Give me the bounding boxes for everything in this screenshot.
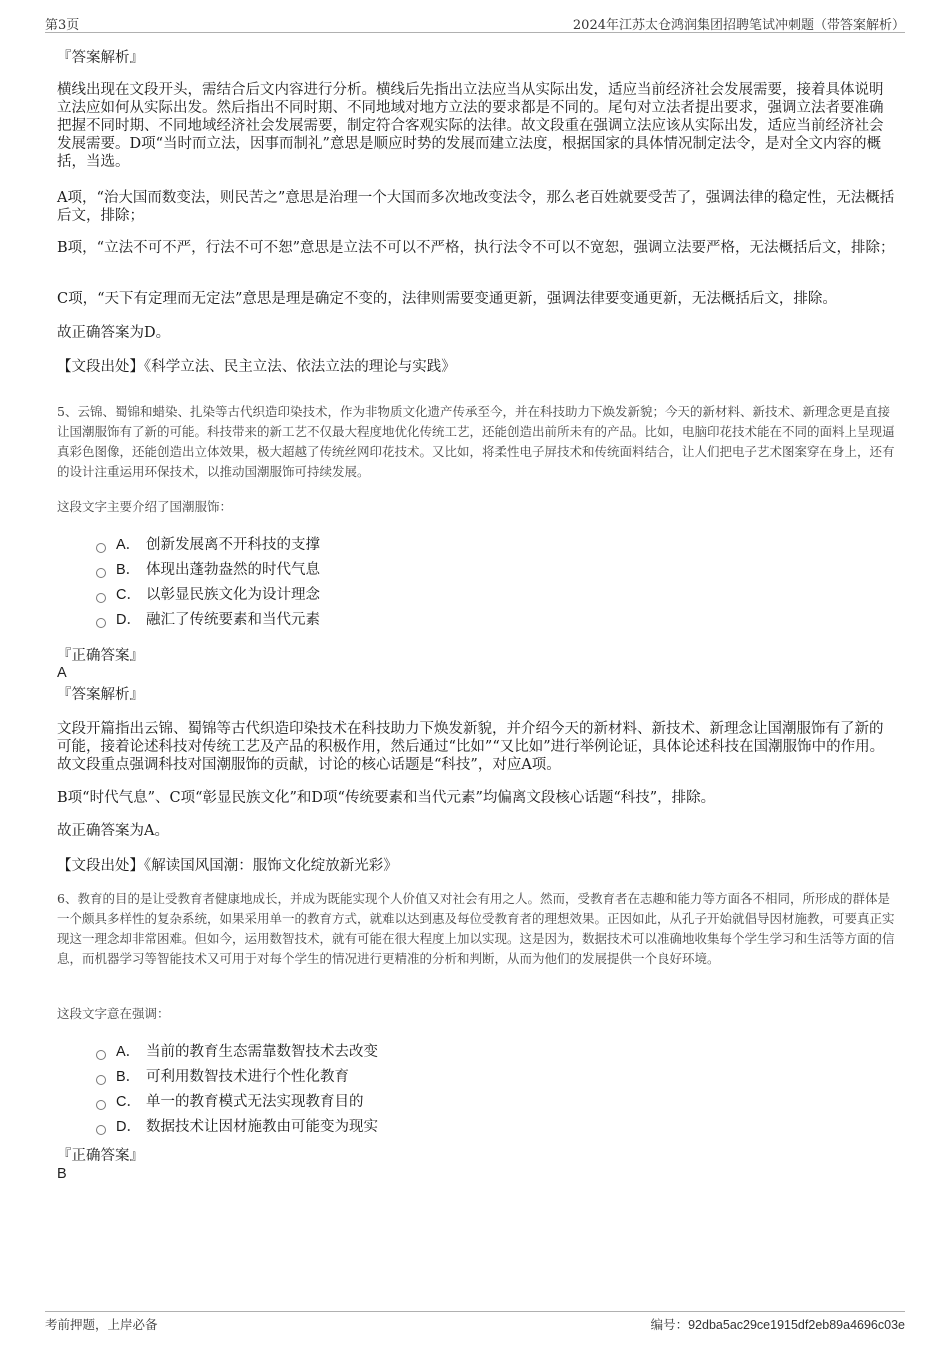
page-number: 第3页 <box>45 18 80 33</box>
q6-answer-label: 『正确答案』 <box>57 1148 144 1164</box>
q5-options <box>96 531 696 631</box>
q4-conclusion: 故正确答案为D。 <box>57 325 171 341</box>
q4-analysis-option-a: A项，“治大国而数变法，则民苦之”意思是治理一个大国而多次地改变法令，那么老百姓就要受苦了，强调法律的稳定性，无法概括后文，排除； <box>57 190 895 224</box>
document-title: 2024年江苏太仓鸿润集团招聘笔试冲刺题（带答案解析） <box>572 18 905 33</box>
radio-icon[interactable] <box>96 543 106 553</box>
q5-source <box>57 857 895 875</box>
q4-source-label: 【文段出处】 <box>57 359 144 375</box>
page-footer <box>45 1311 905 1334</box>
q6-stem: 6、教育的目的是让受教育者健康地成长，并成为既能实现个人价值又对社会有用之人。然而，受教育者在志趣和能力等方面各不相同，所形成的群体是一个颇具多样性的复杂系统，如果采用单一的教育方式，就难以达到惠及每位受教育者的理想效果。正因如此，从孔子开始就倡导因材施教，可要真正实现这一理念却非常困难。但如今，运用数智技术，就有可能在很大程度上加以实现。这是因为，数据技术可以准确地收集每个学生学习和生活等方面的信息，而机器学习等智能技术又可用于对每个学生的情况进行更精准的分析和判断，从而为他们的发展提供一个良好环境。 <box>57 891 895 966</box>
q5-answer-label: 『正确答案』 <box>57 648 144 664</box>
radio-icon[interactable] <box>96 1050 106 1060</box>
page-header <box>45 12 905 33</box>
q5-analysis-options: B项“时代气息”、C项“彰显民族文化”和D项“传统要素和当代元素”均偏离文段核心话题“科技”，排除。 <box>57 790 716 806</box>
document-code: 编号：92dba5ac29ce1915df2eb89a4696c03e <box>650 1318 905 1332</box>
q5-analysis-paragraph: 文段开篇指出云锦、蜀锦等古代织造印染技术在科技助力下焕发新貌，并介绍今天的新材料、新技术、新理念让国潮服饰有了新的可能，接着论述科技对传统工艺及产品的积极作用，然后通过“比如”“又比如”进行举例论证，具体论述科技在国潮服饰中的作用。故文段重点强调科技对国潮服饰的贡献，讨论的核心话题是“科技”，对应A项。 <box>57 721 885 773</box>
q5-answer: A <box>57 665 67 681</box>
q5-option-b[interactable]: B． 体现出蓬勃盎然的时代气息 <box>96 556 696 581</box>
radio-icon[interactable] <box>96 1075 106 1085</box>
q6-answer: B <box>57 1166 67 1182</box>
q5-option-c[interactable]: C． 以彰显民族文化为设计理念 <box>96 581 696 606</box>
footer-slogan: 考前押题，上岸必备 <box>45 1317 158 1332</box>
q5-option-d[interactable]: D． 融汇了传统要素和当代元素 <box>96 606 696 631</box>
q4-analysis-option-b: B项，“立法不可不严，行法不可不恕”意思是立法不可以不严格，执行法令不可以不宽恕，强调立法要严格，无法概括后文，排除； <box>57 240 895 256</box>
q5-analysis-label: 『答案解析』 <box>57 687 144 703</box>
q5-question: 这段文字主要介绍了国潮服饰： <box>57 499 233 514</box>
radio-icon[interactable] <box>96 1100 106 1110</box>
q6-options <box>96 1038 696 1138</box>
radio-icon[interactable] <box>96 1125 106 1135</box>
radio-icon[interactable] <box>96 593 106 603</box>
q6-option-b[interactable]: B． 可利用数智技术进行个性化教育 <box>96 1063 696 1088</box>
q4-source-text: 《科学立法、民主立法、依法立法的理论与实践》 <box>144 359 456 375</box>
q6-option-d[interactable]: D． 数据技术让因材施教由可能变为现实 <box>96 1113 696 1138</box>
q6-option-c[interactable]: C． 单一的教育模式无法实现教育目的 <box>96 1088 696 1113</box>
q4-analysis-label: 『答案解析』 <box>57 50 144 66</box>
radio-icon[interactable] <box>96 568 106 578</box>
q5-conclusion: 故正确答案为A。 <box>57 823 169 839</box>
q6-option-a[interactable]: A． 当前的教育生态需靠数智技术去改变 <box>96 1038 696 1063</box>
q4-analysis-paragraph: 横线出现在文段开头，需结合后文内容进行分析。横线后先指出立法应当从实际出发，适应当前经济社会发展需要，接着具体说明立法应如何从实际出发。然后指出不同时期、不同地域对地方立法的要求都是不同的。尾句对立法者提出要求，强调立法者要准确把握不同时期、不同地域经济社会发展需要，制定符合客观实际的法律。故文段重在强调立法应该从实际出发，适应当前经济社会发展需要。D项“当时而立法，因事而制礼”意思是顺应时势的发展而建立法度，根据国家的具体情况制定法令，是对全文内容的概括，当选。 <box>57 82 884 170</box>
q4-source <box>57 358 895 376</box>
q6-question: 这段文字意在强调： <box>57 1006 170 1021</box>
q5-source-text: 《解读国风国潮：服饰文化绽放新光彩》 <box>144 858 398 874</box>
q5-option-a[interactable]: A． 创新发展离不开科技的支撑 <box>96 531 696 556</box>
q4-analysis-option-c: C项，“天下有定理而无定法”意思是理是确定不变的，法律则需要变通更新，强调法律要变通更新，无法概括后文，排除。 <box>57 291 837 307</box>
q5-stem: 5、云锦、蜀锦和蜡染、扎染等古代织造印染技术，作为非物质文化遗产传承至今，并在科技助力下焕发新貌；今天的新材料、新技术、新理念更是直接让国潮服饰有了新的可能。科技带来的新工艺不仅最大程度地优化传统工艺，还能创造出前所未有的产品。比如，电脑印花技术能在不同的面料上呈现逼真彩色图像，还能创造出立体效果，极大超越了传统丝网印花技术。又比如，将柔性电子屏技术和传统面料结合，让人们把电子艺术图案穿在身上，还有的设计注重运用环保技术，以推动国潮服饰可持续发展。 <box>57 404 895 479</box>
radio-icon[interactable] <box>96 618 106 628</box>
q5-source-label: 【文段出处】 <box>57 858 144 874</box>
